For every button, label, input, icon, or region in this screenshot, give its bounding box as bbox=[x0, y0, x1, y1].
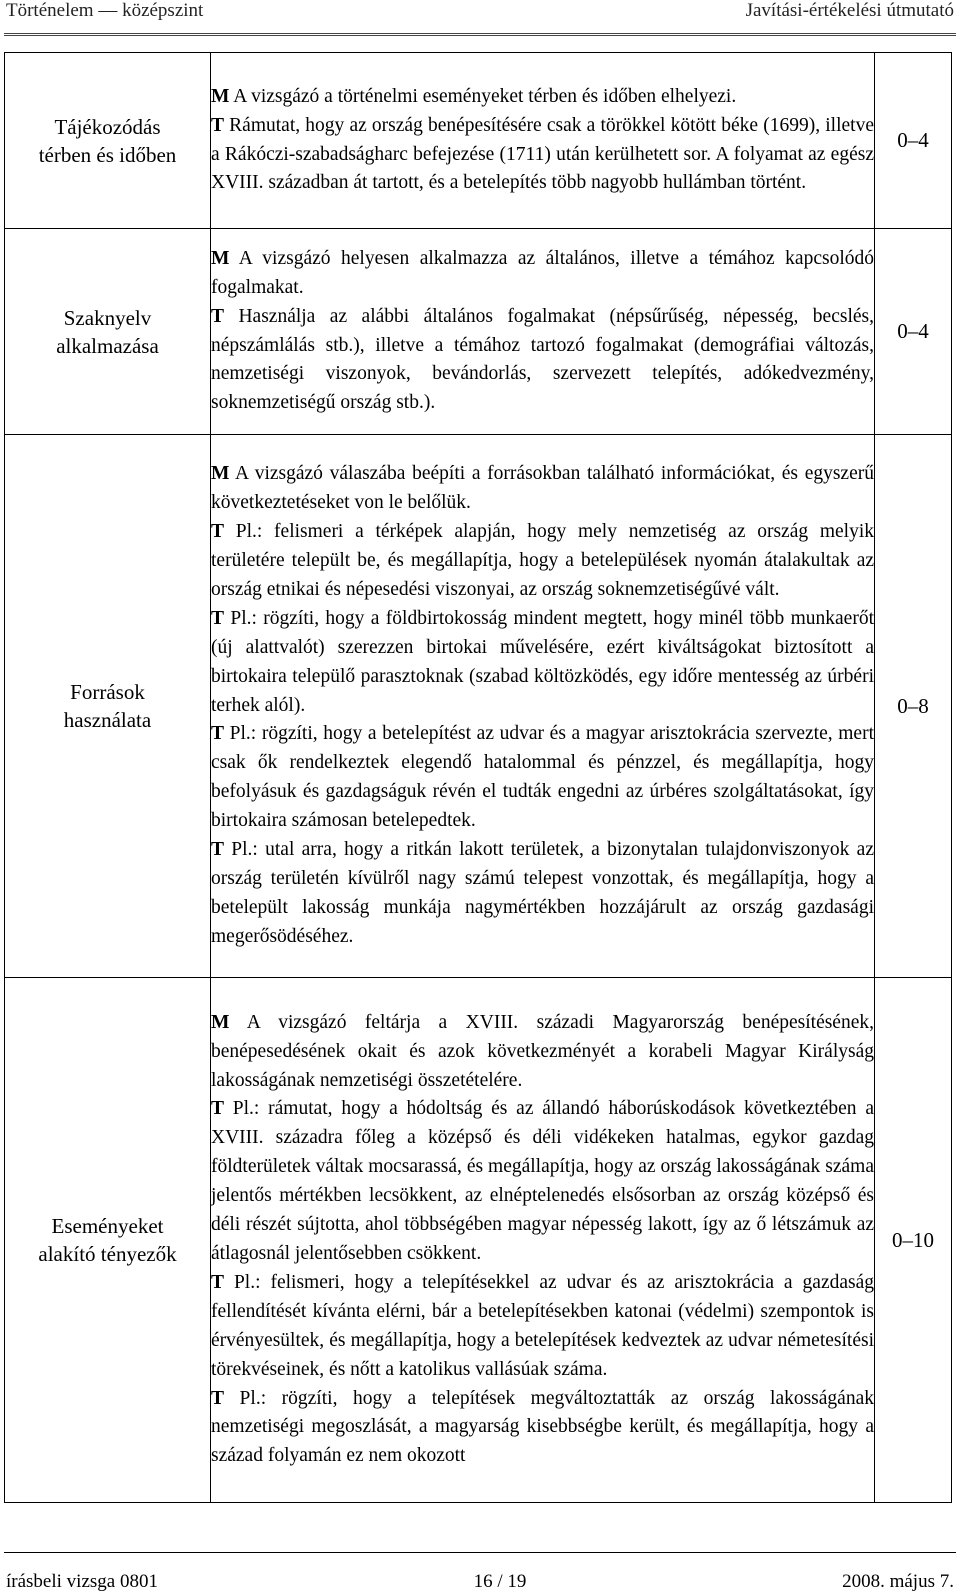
header-rule bbox=[4, 33, 956, 38]
paragraph-text: A vizsgázó válaszába beépíti a forrásokban található információkat, és egyszerű következtetéseket von le belőlük. bbox=[211, 463, 874, 514]
criterion-description bbox=[211, 978, 875, 1503]
rubric-row bbox=[5, 435, 952, 978]
points-range: 0–8 bbox=[875, 435, 952, 978]
criterion-description bbox=[211, 229, 875, 435]
header-subject: Történelem — középszint bbox=[6, 0, 204, 21]
example-paragraph bbox=[211, 1095, 874, 1268]
paragraph-text: Pl.: rámutat, hogy a hódoltság és az állandó háborúskodások következtében a XVIII. századra főleg a középső és déli vidékeken hatalmas, egykor gazdag földterületek váltak mocsarassá, és megállapítja, hogy az ország lakosságának száma jelentős mértékben lecsökkent, az elnéptelenedés elsősorban az ország középső és déli részét sújtotta, ahol többségében magyar népesség lakott, így az ő létszámuk az átlagosnál jelentősebben csökkent. bbox=[211, 1098, 874, 1264]
rubric-table bbox=[4, 52, 952, 1503]
paragraph-tag: T bbox=[211, 839, 225, 861]
paragraph-text: A vizsgázó feltárja a XVIII. századi Magyarország benépesítésének, benépesedésének okait és azok következményét a korabeli Magyar Királyság lakosságának nemzetiségi összetételére. bbox=[211, 1011, 874, 1091]
rubric-row bbox=[5, 229, 952, 435]
paragraph-text: Pl.: rögzíti, hogy a telepítések megváltoztatták az ország lakosságának nemzetiségi megoszlását, a magyarság kisebbségbe került, és megállapítja, hogy a század folyamán ez nem okozott bbox=[211, 1387, 874, 1467]
example-paragraph bbox=[211, 720, 874, 836]
requirement-paragraph bbox=[211, 1009, 874, 1096]
paragraph-tag: T bbox=[211, 1098, 225, 1120]
example-paragraph bbox=[211, 836, 874, 952]
example-paragraph bbox=[211, 605, 874, 721]
example-paragraph bbox=[211, 518, 874, 605]
page-header bbox=[6, 0, 954, 28]
footer-page-number: 16 / 19 bbox=[473, 1571, 527, 1592]
paragraph-text: Pl.: rögzíti, hogy a földbirtokosság mindent megtett, hogy minél több munkaerőt (új alattvalót) szerezzen birtokai művelésére, ezért kiváltságokat biztosított a birtokaira települő parasztoknak (szabad költözködés, egy időre mentesség az úrbéri terhek alól). bbox=[211, 607, 874, 716]
paragraph-tag: M bbox=[211, 463, 230, 485]
paragraph-text: A vizsgázó helyesen alkalmazza az általános, illetve a témához kapcsolódó fogalmakat. bbox=[211, 247, 874, 298]
paragraph-tag: M bbox=[211, 247, 230, 269]
criterion-name-line: alkalmazása bbox=[56, 333, 159, 358]
points-range: 0–10 bbox=[875, 978, 952, 1503]
criterion-name bbox=[5, 229, 211, 435]
paragraph-tag: T bbox=[211, 607, 225, 629]
paragraph-text: Pl.: felismeri, hogy a telepítésekkel az udvar és az arisztokrácia a gazdaság fellendítését kívánta elérni, bár a betelepítésekben katonai (védelmi) szempontok is érvényesültek, és megállapítja, hogy a betelepítések kedveztek az udvar németesítési törekvéseinek, és nőtt a katolikus vallásúak száma. bbox=[211, 1271, 874, 1380]
paragraph-tag: T bbox=[211, 723, 225, 745]
paragraph-tag: T bbox=[211, 305, 225, 327]
criterion-name bbox=[5, 978, 211, 1503]
rubric-row bbox=[5, 53, 952, 229]
criterion-name-line: térben és időben bbox=[38, 142, 177, 167]
paragraph-tag: M bbox=[211, 1011, 230, 1033]
paragraph-text: Pl.: utal arra, hogy a ritkán lakott területek, a bizonytalan tulajdonviszonyok az ország területén kívülről nagy számú telepest vonzottak, és megállapítja, hogy a betelepült lakosság munkája nagymértékben hozzájárult az ország gazdasági megerősödéséhez. bbox=[211, 839, 874, 947]
criterion-name-line: Szaknyelv bbox=[63, 305, 152, 330]
paragraph-tag: T bbox=[211, 521, 225, 543]
header-doc-title: Javítási-értékelési útmutató bbox=[745, 0, 954, 21]
requirement-paragraph bbox=[211, 245, 874, 303]
footer-date: 2008. május 7. bbox=[842, 1571, 954, 1592]
criterion-name-line: használata bbox=[63, 708, 152, 732]
criterion-name-line: Források bbox=[70, 680, 145, 704]
paragraph-text: Pl.: rögzíti, hogy a betelepítést az udvar és a magyar arisztokrácia szervezte, mert csak ők rendelkeztek elegendő hatalommal és pénzzel, és megállapítja, hogy befolyásuk és gazdagságuk révén el tudták engedni az úrbéres szolgáltatásokat, így birtokaira számosan betelepedtek. bbox=[211, 723, 874, 832]
criterion-description bbox=[211, 53, 875, 229]
points-range: 0–4 bbox=[875, 53, 952, 229]
paragraph-text: A vizsgázó a történelmi eseményeket térben és időben elhelyezi. bbox=[229, 85, 737, 107]
rubric-row bbox=[5, 978, 952, 1503]
paragraph-text: Pl.: felismeri a térképek alapján, hogy mely nemzetiség az ország melyik területére települt be, és megállapítja, hogy a betelepülések nyomán átalakultak az ország etnikai és népesedési viszonyai, az ország soknemzetiségűvé vált. bbox=[211, 521, 874, 600]
example-paragraph bbox=[211, 112, 874, 199]
criterion-description bbox=[211, 435, 875, 978]
page-footer bbox=[6, 1571, 954, 1593]
points-range: 0–4 bbox=[875, 229, 952, 435]
criterion-name-line: Eseményeket bbox=[51, 1214, 164, 1238]
paragraph-tag: T bbox=[211, 114, 225, 136]
paragraph-tag: M bbox=[211, 85, 230, 107]
footer-rule bbox=[4, 1552, 956, 1553]
requirement-paragraph bbox=[211, 460, 874, 518]
example-paragraph bbox=[211, 303, 874, 419]
paragraph-tag: T bbox=[211, 1387, 225, 1409]
footer-exam-code: írásbeli vizsga 0801 bbox=[6, 1571, 158, 1592]
rubric-body bbox=[5, 53, 952, 1503]
criterion-name bbox=[5, 53, 211, 229]
criterion-name-line: alakító tényezők bbox=[38, 1242, 177, 1266]
paragraph-text: Használja az alábbi általános fogalmakat (népsűrűség, népesség, becslés, népszámlálás stb.), illetve a témához tartozó fogalmakat (demográfiai változás, nemzetiségi viszonyok, bevándorlás, szervezett telepítés, adókedvezmény, soknemzetiségű ország stb.). bbox=[211, 305, 874, 414]
criterion-name bbox=[5, 435, 211, 978]
requirement-paragraph bbox=[211, 83, 874, 112]
paragraph-tag: T bbox=[211, 1271, 225, 1293]
criterion-name-line: Tájékozódás bbox=[54, 114, 161, 139]
example-paragraph bbox=[211, 1269, 874, 1385]
paragraph-text: Rámutat, hogy az ország benépesítésére csak a törökkel kötött béke (1699), illetve a Rákóczi-szabadságharc befejezése (1711) után kerülhetett sor. A folyamat az egész XVIII. században át tartott, és a betelepítés több nagyobb hullámban történt. bbox=[211, 114, 874, 194]
example-paragraph bbox=[211, 1385, 874, 1472]
